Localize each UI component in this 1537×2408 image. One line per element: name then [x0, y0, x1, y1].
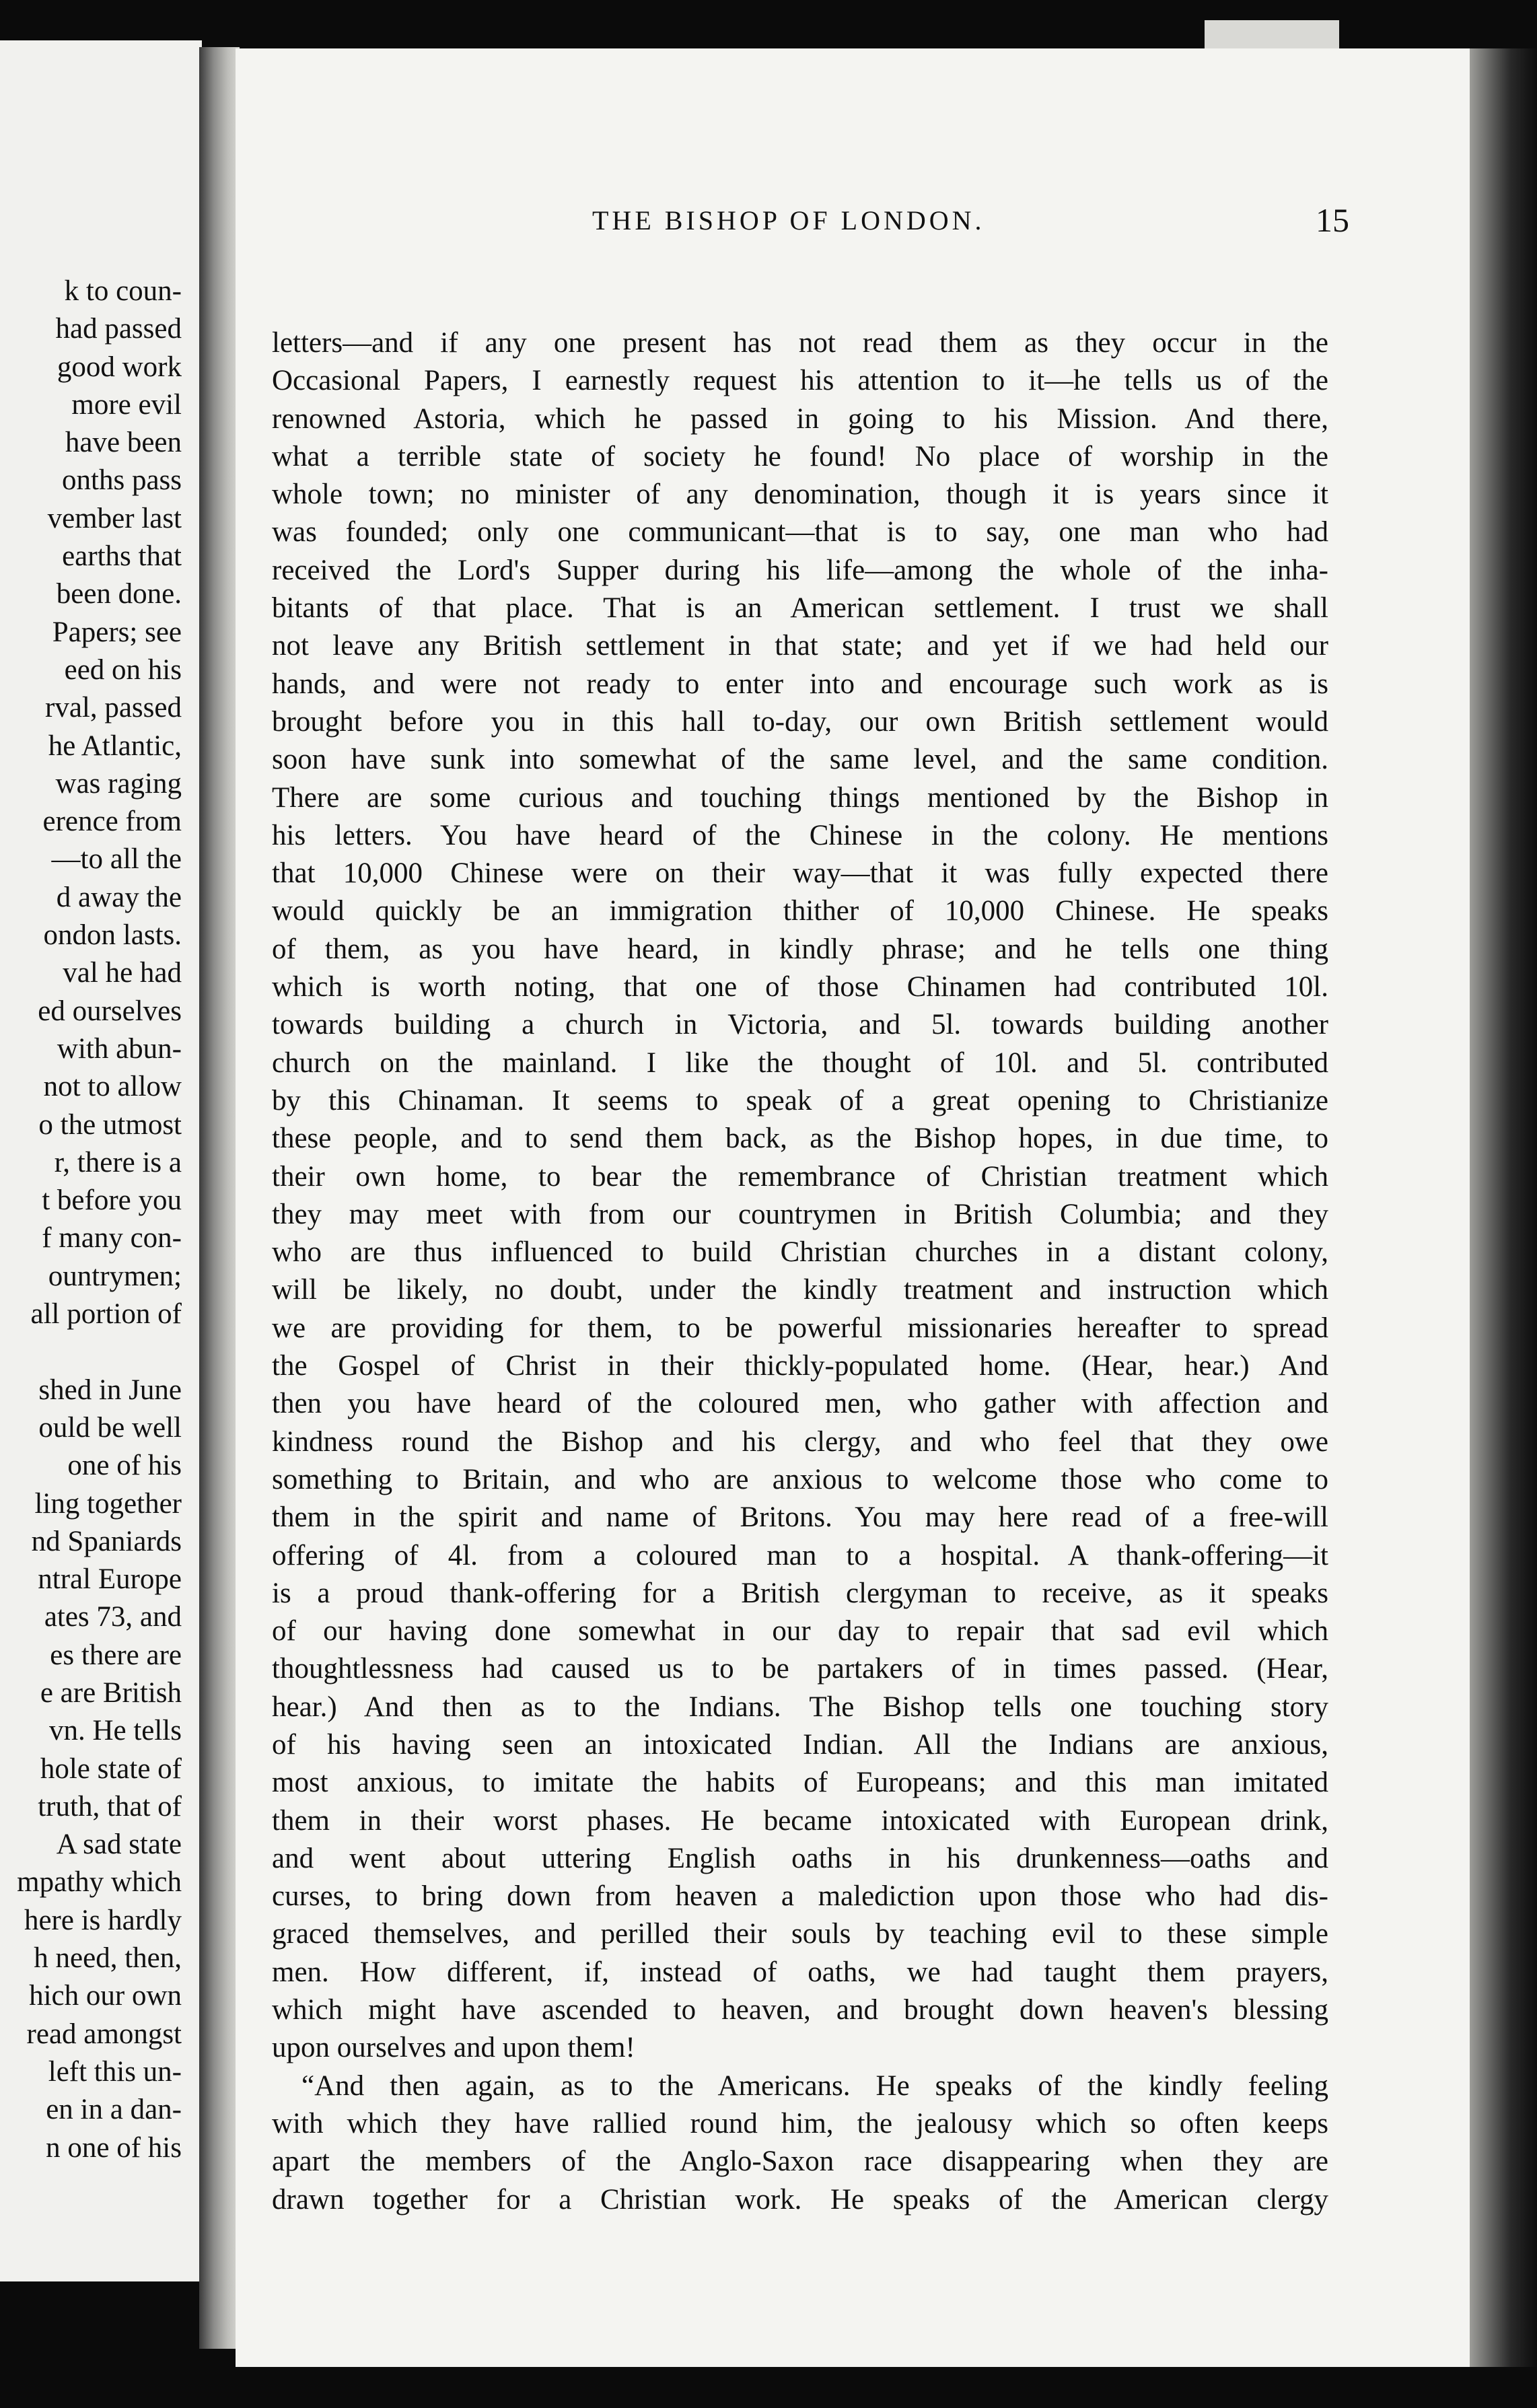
previous-page-line: en in a dan- — [46, 2094, 182, 2126]
text-line: them in the spirit and name of Britons. You may here read of a free-will — [272, 1501, 1328, 1534]
previous-page-line: val he had — [63, 957, 182, 989]
previous-page-line: one of his — [67, 1450, 182, 1482]
previous-page-line: r, there is a — [54, 1146, 182, 1178]
previous-page-line: left this un- — [48, 2055, 182, 2088]
text-line: will be likely, no doubt, under the kindly treatment and instruction which — [272, 1274, 1328, 1306]
previous-page-line: ondon lasts. — [43, 919, 182, 952]
text-line: would quickly be an immigration thither of 10,000 Chinese. He speaks — [272, 895, 1328, 927]
binding-gutter — [199, 47, 240, 2349]
previous-page-line: nd Spaniards — [31, 1525, 182, 1557]
text-line: by this Chinaman. It seems to speak of a great opening to Christianize — [272, 1084, 1328, 1117]
previous-page-line: ntral Europe — [38, 1563, 182, 1596]
text-line: “And then again, as to the Americans. He speaks of the kindly feeling — [301, 2069, 1328, 2102]
body-text — [272, 324, 1328, 2219]
text-line: of our having done somewhat in our day to repair that sad evil which — [272, 1615, 1328, 1648]
text-line: There are some curious and touching things mentioned by the Bishop in — [272, 781, 1328, 814]
running-header — [236, 201, 1470, 245]
text-line: most anxious, to imitate the habits of Europeans; and this man imitated — [272, 1767, 1328, 1799]
text-line: hear.) And then as to the Indians. The Bishop tells one touching story — [272, 1691, 1328, 1723]
previous-page-line: vember last — [47, 502, 182, 534]
text-line: thoughtlessness had caused us to be partakers of in times passed. (Hear, — [272, 1653, 1328, 1685]
previous-page-line: all portion of — [30, 1298, 182, 1331]
text-line: offering of 4l. from a coloured man to a hospital. A thank-offering—it — [272, 1539, 1328, 1571]
previous-page-line: h need, then, — [34, 1942, 182, 1975]
previous-page-line: mpathy which — [17, 1866, 182, 1899]
text-line: their own home, to bear the remembrance of Christian treatment which — [272, 1160, 1328, 1193]
previous-page-line: here is hardly — [24, 1904, 182, 1936]
text-line: which is worth noting, that one of those Chinamen had contributed 10l. — [272, 971, 1328, 1003]
previous-page-line: good work — [57, 351, 182, 383]
previous-page-line: vn. He tells — [48, 1715, 182, 1747]
previous-page-line: k to coun- — [64, 275, 182, 307]
text-line: letters—and if any one present has not read them as they occur in the — [272, 327, 1328, 359]
previous-page-line: e are British — [40, 1676, 182, 1709]
previous-page-line: —to all the — [51, 843, 182, 876]
text-line: them in their worst phases. He became intoxicated with European drink, — [272, 1804, 1328, 1837]
previous-page-line: earths that — [62, 540, 182, 573]
text-line: they may meet with from our countrymen in British Columbia; and they — [272, 1198, 1328, 1230]
previous-page-line: ed ourselves — [38, 995, 182, 1027]
text-line: not leave any British settlement in that state; and yet if we had held our — [272, 630, 1328, 662]
previous-page-line: ates 73, and — [44, 1601, 182, 1633]
text-line: Occasional Papers, I earnestly request his attention to it—he tells us of the — [272, 365, 1328, 397]
text-line: curses, to bring down from heaven a malediction upon those who had dis- — [272, 1880, 1328, 1913]
text-line: of his having seen an intoxicated Indian. All the Indians are anxious, — [272, 1728, 1328, 1761]
previous-page-line: was raging — [55, 767, 182, 800]
text-line: that 10,000 Chinese were on their way—that it was fully expected there — [272, 857, 1328, 890]
text-line: graced themselves, and perilled their souls by teaching evil to these simple — [272, 1918, 1328, 1950]
text-line: of them, as you have heard, in kindly phrase; and he tells one thing — [272, 933, 1328, 965]
previous-page — [0, 40, 202, 2281]
previous-page-text-fragments — [0, 273, 182, 2167]
previous-page-line: shed in June — [38, 1374, 182, 1406]
text-line: and went about uttering English oaths in his drunkenness—oaths and — [272, 1842, 1328, 1874]
text-line: is a proud thank-offering for a British clergyman to receive, as it speaks — [272, 1577, 1328, 1609]
previous-page-line: been done. — [56, 578, 182, 610]
previous-page-line: have been — [65, 427, 182, 459]
previous-page-line: more evil — [71, 388, 182, 421]
previous-page-line: n one of his — [46, 2131, 182, 2164]
previous-page-line: with abun- — [57, 1032, 182, 1065]
text-line: brought before you in this hall to-day, our own British settlement would — [272, 705, 1328, 738]
previous-page-line: es there are — [50, 1639, 182, 1671]
text-line: his letters. You have heard of the Chinese in the colony. He mentions — [272, 819, 1328, 851]
previous-page-line: erence from — [42, 806, 182, 838]
paragraph-gap — [0, 1333, 182, 1371]
previous-page-line: rval, passed — [45, 692, 182, 724]
previous-page-line: t before you — [42, 1184, 182, 1217]
text-line: we are providing for them, to be powerful missionaries hereafter to spread — [272, 1312, 1328, 1344]
previous-page-line: had passed — [55, 313, 182, 345]
previous-page-line: eed on his — [64, 653, 182, 686]
previous-page-line: read amongst — [26, 2018, 182, 2050]
text-line: apart the members of the Anglo-Saxon race disappearing when they are — [272, 2146, 1328, 2178]
previous-page-line: hole state of — [40, 1752, 182, 1785]
previous-page-line: not to allow — [43, 1071, 182, 1103]
text-line: who are thus influenced to build Christian churches in a distant colony, — [272, 1236, 1328, 1269]
previous-page-line: he Atlantic, — [48, 730, 182, 762]
running-head-title: THE BISHOP OF LONDON. — [592, 205, 985, 236]
previous-page-line: f many con- — [42, 1222, 182, 1254]
previous-page-line: d away the — [56, 881, 182, 913]
text-line: renowned Astoria, which he passed in going to his Mission. And there, — [272, 402, 1328, 435]
previous-page-line: ling together — [34, 1487, 182, 1520]
text-line: something to Britain, and who are anxious to welcome those who come to — [272, 1463, 1328, 1495]
text-line: bitants of that place. That is an American settlement. I trust we shall — [272, 592, 1328, 625]
previous-page-line: truth, that of — [38, 1790, 182, 1822]
previous-page-line: onths pass — [62, 464, 182, 497]
text-line: soon have sunk into somewhat of the same level, and the same condition. — [272, 744, 1328, 776]
text-line: church on the mainland. I like the thought of 10l. and 5l. contributed — [272, 1047, 1328, 1079]
text-line: men. How different, if, instead of oaths, we had taught them prayers, — [272, 1956, 1328, 1988]
page-edge-shadow — [1470, 48, 1537, 2367]
text-line: whole town; no minister of any denomination, though it is years since it — [272, 479, 1328, 511]
text-line: what a terrible state of society he found! No place of worship in the — [272, 440, 1328, 472]
previous-page-line: o the utmost — [38, 1108, 182, 1141]
page-number: 15 — [1316, 201, 1349, 239]
text-line: then you have heard of the coloured men, who gather with affection and — [272, 1388, 1328, 1420]
previous-page-line: A sad state — [56, 1829, 182, 1861]
text-line: was founded; only one communicant—that is to say, one man who had — [272, 516, 1328, 548]
text-line: these people, and to send them back, as the Bishop hopes, in due time, to — [272, 1123, 1328, 1155]
text-line: upon ourselves and upon them! — [272, 2032, 635, 2064]
current-page — [236, 48, 1470, 2367]
text-line: received the Lord's Supper during his life—among the whole of the inha- — [272, 554, 1328, 586]
text-line: towards building a church in Victoria, and 5l. towards building another — [272, 1009, 1328, 1041]
text-line: the Gospel of Christ in their thickly-populated home. (Hear, hear.) And — [272, 1350, 1328, 1382]
previous-page-line: ountrymen; — [48, 1260, 182, 1292]
text-line: drawn together for a Christian work. He speaks of the American clergy — [272, 2183, 1328, 2216]
text-line: hands, and were not ready to enter into and encourage such work as is — [272, 668, 1328, 700]
previous-page-line: Papers; see — [52, 616, 182, 648]
text-line: which might have ascended to heaven, and brought down heaven's blessing — [272, 1994, 1328, 2026]
previous-page-line: hich our own — [29, 1980, 182, 2012]
text-line: kindness round the Bishop and his clergy, and who feel that they owe — [272, 1425, 1328, 1458]
text-line: with which they have rallied round him, the jealousy which so often keeps — [272, 2107, 1328, 2139]
previous-page-line: ould be well — [38, 1411, 182, 1444]
